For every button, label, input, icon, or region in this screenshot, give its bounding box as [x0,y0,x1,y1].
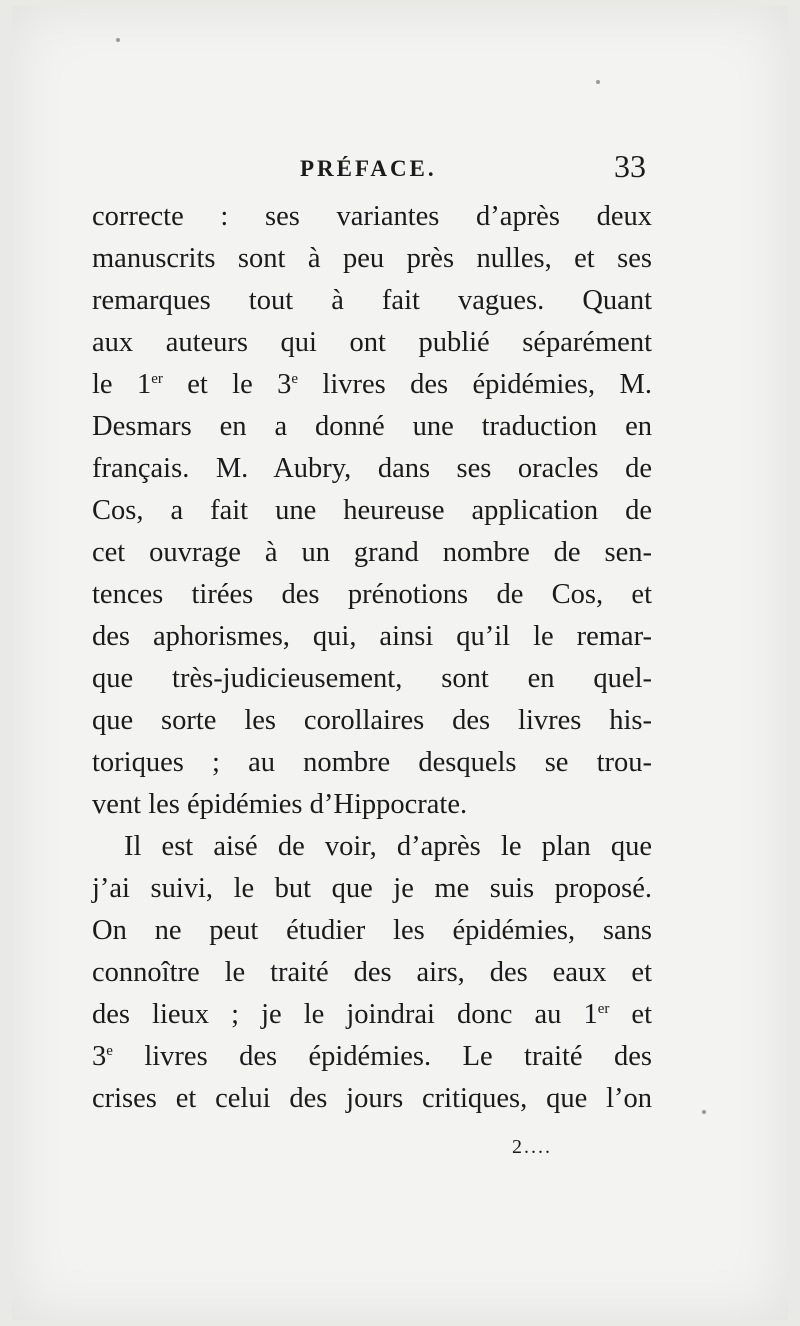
text-line: Desmars en a donné une traduction en [92,411,652,442]
text-line: que très-judicieusement, sont en quel- [92,663,652,694]
text-segment: et [609,999,652,1030]
text-line [92,364,652,406]
text-line: Cos, a fait une heureuse application de [92,495,652,526]
paper-speck [702,1110,706,1114]
text-line: cet ouvrage à un grand nombre de sen- [92,537,652,568]
text-line: que sorte les corollaires des livres his- [92,705,652,736]
text-segment: livres des épidémies. Le traité des [112,1041,652,1072]
text-line [92,994,652,1036]
text-line: On ne peut étudier les épidémies, sans [92,915,652,946]
text-segment: 3 [92,1041,107,1072]
text-segment: des lieux ; je le joindrai donc au 1 [92,999,598,1030]
text-line: correcte : ses variantes d’après deux [92,201,652,232]
body-text [92,196,652,1120]
text-line: des aphorismes, qui, ainsi qu’il le remar- [92,621,652,652]
superscript: e [291,371,299,387]
text-line: manuscrits sont à peu près nulles, et ses [92,243,652,274]
text-segment: livres des épidémies, M. [298,369,652,400]
superscript: er [597,1001,610,1017]
catchword: 2.... [512,1136,552,1158]
text-line: Il est aisé de voir, d’après le plan que [124,831,652,862]
running-head: PRÉFACE. [300,156,437,181]
page-number: 33 [614,148,646,184]
text-line: crises et celui des jours critiques, que l’on [92,1083,652,1114]
superscript: e [106,1043,113,1059]
text-line: toriques ; au nombre desquels se trou- [92,747,652,778]
text-line: aux auteurs qui ont publié séparément [92,327,652,358]
text-segment: le 1 [92,369,152,400]
text-segment: et le 3 [162,369,292,400]
text-line: j’ai suivi, le but que je me suis proposé. [92,873,652,904]
text-line [92,1036,652,1078]
paper-speck [116,38,120,42]
text-line: tences tirées des prénotions de Cos, et [92,579,652,610]
page-header [92,148,652,192]
text-line: français. M. Aubry, dans ses oracles de [92,453,652,484]
text-line: vent les épidémies d’Hippocrate. [92,789,468,820]
superscript: er [151,371,163,387]
text-line: remarques tout à fait vagues. Quant [92,285,652,316]
paper-speck [596,80,600,84]
text-line: connoître le traité des airs, des eaux et [92,957,652,988]
